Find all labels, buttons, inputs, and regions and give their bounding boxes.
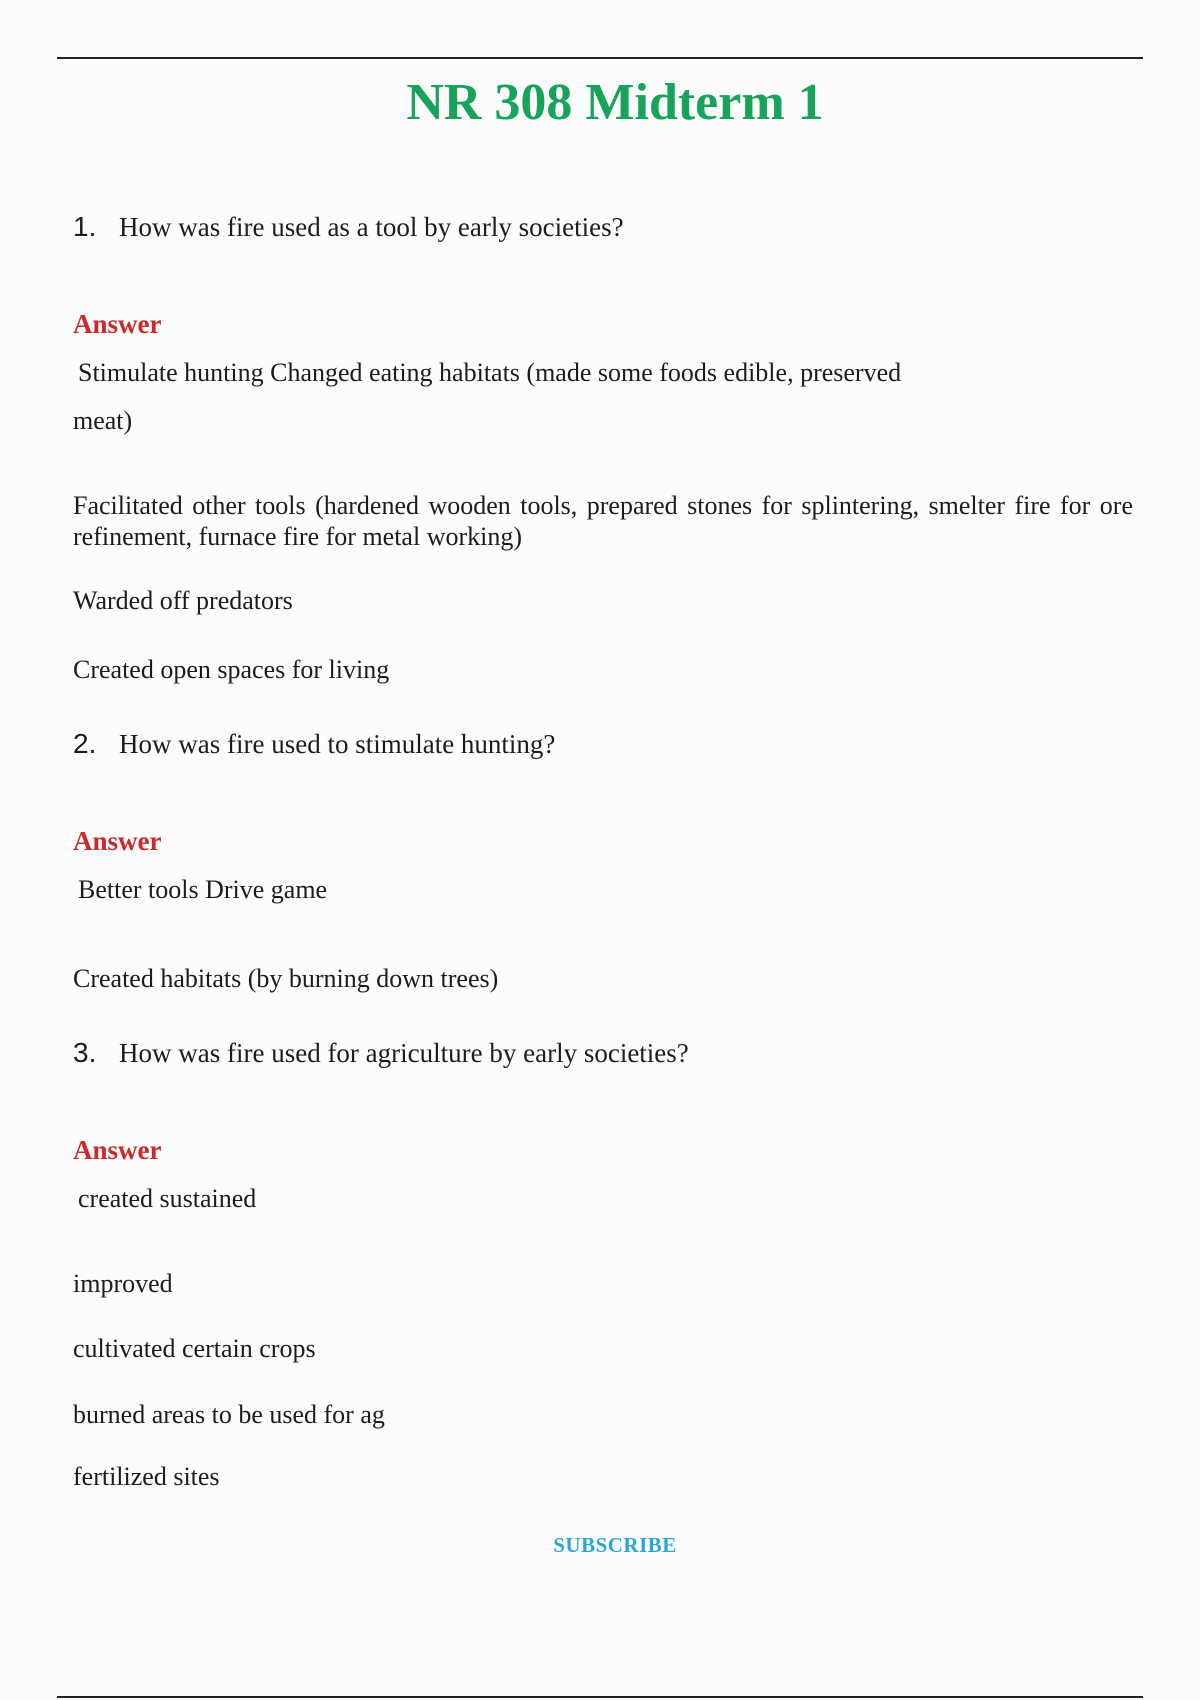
bottom-rule: [57, 1696, 1143, 1698]
answer-label: Answer: [73, 826, 162, 856]
answer-line: improved: [73, 1269, 173, 1298]
answer-line: meat): [73, 406, 133, 435]
answer-line: Created open spaces for living: [73, 655, 390, 684]
question-number: 2.: [73, 728, 97, 759]
answer-line: cultivated certain crops: [73, 1334, 316, 1363]
subscribe-link[interactable]: SUBSCRIBE: [553, 1533, 677, 1557]
answer-line: Created habitats (by burning down trees): [73, 964, 499, 993]
question-text: How was fire used to stimulate hunting?: [119, 729, 556, 759]
answer-line: Warded off predators: [73, 586, 293, 615]
answer-line: created sustained: [78, 1184, 257, 1213]
answer-line: Better tools Drive game: [78, 875, 328, 904]
question-text: How was fire used as a tool by early societies?: [119, 212, 624, 242]
page-title: NR 308 Midterm 1: [406, 74, 824, 131]
answer-label: Answer: [73, 309, 162, 339]
answer-line: Facilitated other tools (hardened wooden tools, prepared stones for splintering, smelter fire for ore refinement, furnace fire for metal working): [73, 491, 1133, 551]
question-text: How was fire used for agriculture by early societies?: [119, 1038, 689, 1068]
question-number: 3.: [73, 1037, 97, 1068]
answer-label: Answer: [73, 1135, 162, 1165]
answer-line: Stimulate hunting Changed eating habitats (made some foods edible, preserved: [78, 358, 902, 387]
question-3: [73, 1037, 689, 1069]
answer-line: burned areas to be used for ag: [73, 1400, 385, 1429]
question-1: [73, 211, 624, 243]
question-number: 1.: [73, 211, 97, 242]
top-rule: [57, 57, 1143, 59]
question-2: [73, 728, 555, 760]
answer-line: fertilized sites: [73, 1462, 220, 1491]
